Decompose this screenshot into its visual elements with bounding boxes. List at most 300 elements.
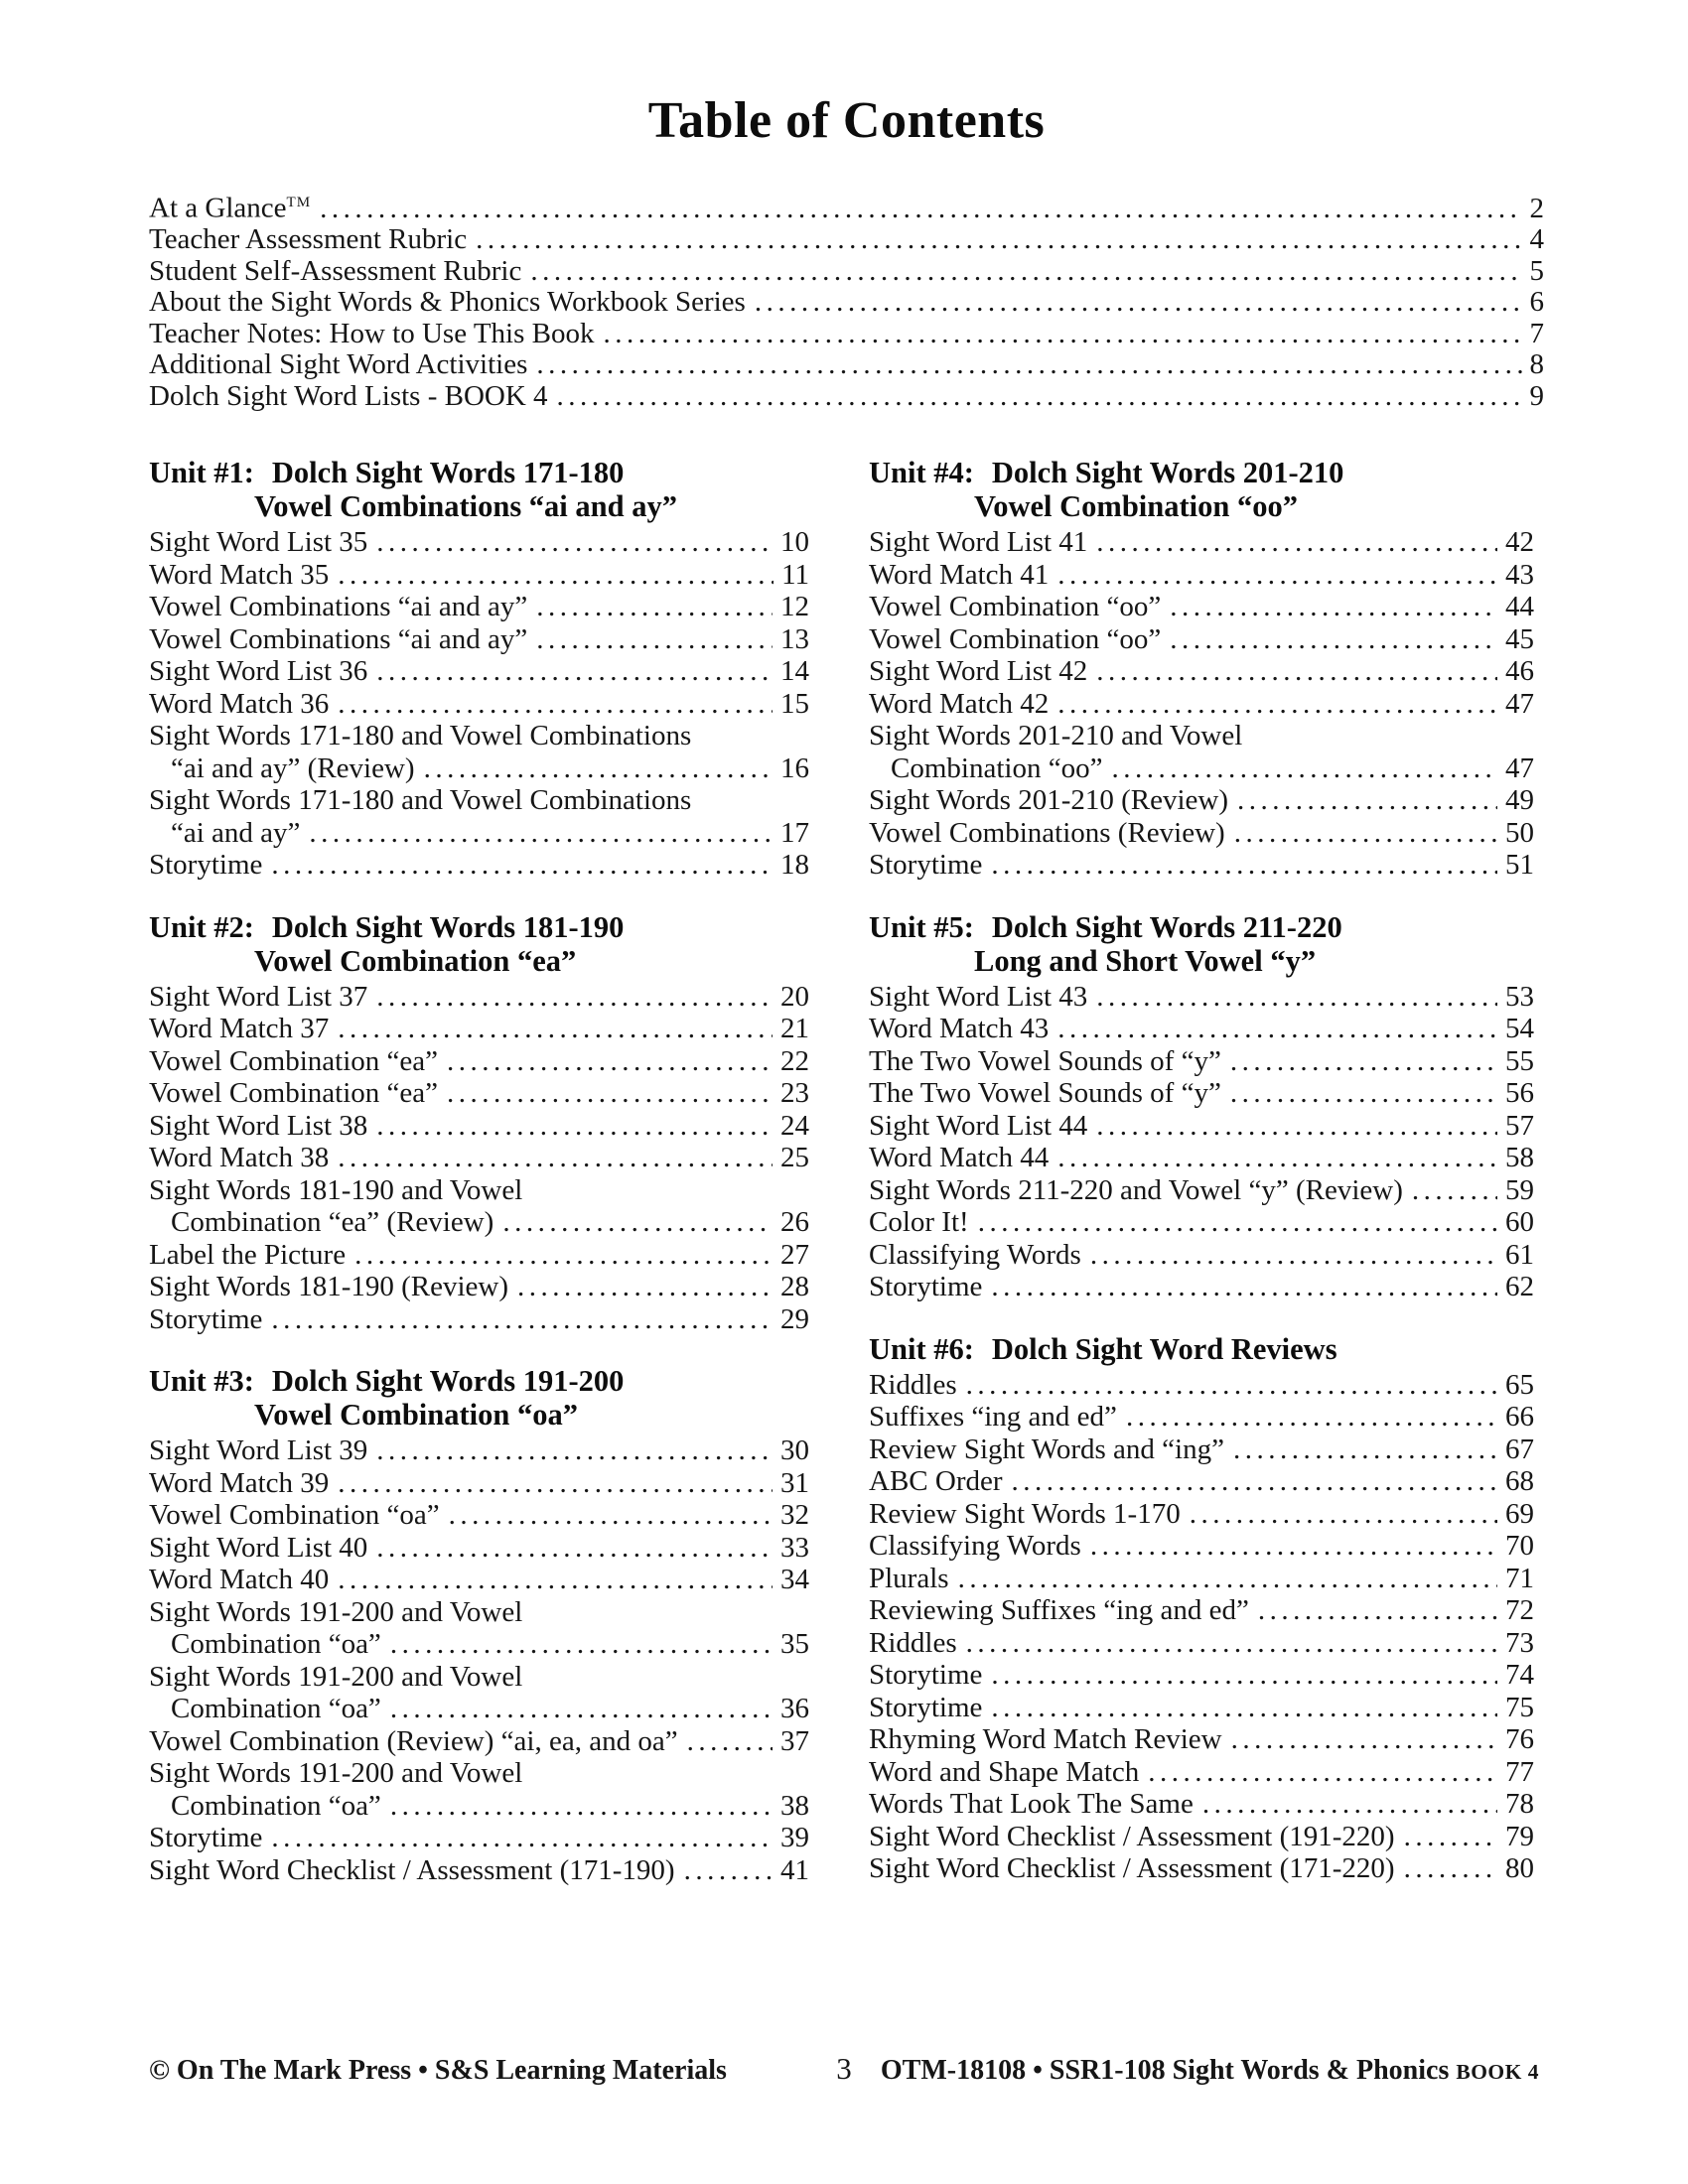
- entry-label: Word Match 36: [149, 687, 330, 720]
- unit-heading: [869, 456, 1534, 523]
- entry-label: [149, 381, 548, 413]
- entry-page-number: 21: [780, 1013, 809, 1045]
- entry-page-number: 72: [1505, 1594, 1534, 1627]
- entry-label-text: Dolch Sight Word Lists - BOOK 4: [149, 379, 548, 412]
- toc-entry-line: [869, 1401, 1534, 1433]
- entry-page-number: 28: [780, 1271, 809, 1303]
- entry-page-number: 56: [1505, 1077, 1534, 1110]
- entry-label: Word Match 41: [869, 558, 1050, 591]
- unit-heading-line1: [149, 1364, 809, 1398]
- unit-title: Dolch Sight Words 201-210: [991, 456, 1344, 490]
- toc-entry: [149, 849, 809, 882]
- toc-entry-line: [869, 1659, 1534, 1692]
- entry-page-number: 68: [1505, 1465, 1534, 1498]
- dot-leader: [1057, 1142, 1497, 1174]
- entry-label: Sight Word List 37: [149, 980, 368, 1013]
- dot-leader: [1230, 1077, 1497, 1110]
- entry-label: [149, 349, 527, 381]
- entry-label: Vowel Combination “oo”: [869, 622, 1162, 655]
- toc-entry: [149, 720, 809, 784]
- toc-entry-line: [869, 1465, 1534, 1498]
- dot-leader: [309, 817, 773, 850]
- toc-entry-line: [149, 381, 1544, 413]
- entry-label: Word Match 37: [149, 1013, 330, 1045]
- entry-label-text: Teacher Assessment Rubric: [149, 223, 468, 256]
- entry-label: Storytime: [149, 1822, 263, 1854]
- toc-entry: [869, 1723, 1534, 1756]
- entry-page-number: 53: [1505, 980, 1534, 1013]
- entry-page-number: 24: [780, 1109, 809, 1142]
- toc-entry-line: [149, 688, 809, 721]
- toc-entry: [869, 1852, 1534, 1885]
- toc-entry-line: [869, 1013, 1534, 1045]
- toc-entry: [869, 655, 1534, 688]
- entry-label: [149, 188, 311, 224]
- unit-title: Dolch Sight Word Reviews: [991, 1331, 1337, 1366]
- dot-leader: [1111, 752, 1497, 785]
- dot-leader: [390, 1628, 773, 1661]
- toc-entry: [869, 1594, 1534, 1627]
- entry-label: Review Sight Words 1-170: [869, 1497, 1181, 1530]
- toc-entry: [149, 1013, 809, 1045]
- dot-leader: [966, 1369, 1497, 1402]
- toc-entry: [149, 1499, 809, 1532]
- toc-entry-line: [149, 981, 809, 1014]
- entry-page-number: 43: [1505, 558, 1534, 591]
- entry-page-number: 41: [780, 1853, 809, 1886]
- entry-page-number: 6: [1529, 286, 1544, 319]
- product-code-text: OTM-18108 • SSR1-108 Sight Words & Phonics: [880, 2055, 1450, 2086]
- entry-label: The Two Vowel Sounds of “y”: [869, 1044, 1221, 1077]
- toc-entry-line: [149, 1467, 809, 1500]
- entry-page-number: 5: [1529, 254, 1544, 287]
- toc-entry: [869, 623, 1534, 656]
- entry-label: Word Match 39: [149, 1466, 330, 1499]
- entry-page-number: 67: [1505, 1433, 1534, 1465]
- dot-leader: [687, 1725, 773, 1758]
- entry-label: Classifying Words: [869, 1530, 1081, 1563]
- toc-entry-line: [149, 655, 809, 688]
- entry-label-continued: Combination “oa”: [171, 1693, 381, 1725]
- toc-entry-line: [869, 1110, 1534, 1143]
- entry-page-number: 70: [1505, 1530, 1534, 1563]
- dot-leader: [354, 1239, 773, 1272]
- toc-entry-line: [869, 655, 1534, 688]
- toc-entry-line: [869, 1174, 1534, 1207]
- toc-entry-line: [869, 591, 1534, 623]
- unit-heading-line1: [869, 1332, 1534, 1366]
- toc-entry-line: [149, 224, 1544, 256]
- entry-label: Rhyming Word Match Review: [869, 1723, 1222, 1756]
- dot-leader: [603, 319, 1521, 350]
- entry-label: Sight Words 191-200 and Vowel: [149, 1757, 523, 1790]
- toc-entry-line: [149, 1434, 809, 1467]
- dot-leader: [1234, 817, 1497, 850]
- entry-label: Storytime: [869, 1691, 983, 1723]
- toc-columns: [149, 456, 1544, 1886]
- entry-page-number: 25: [780, 1142, 809, 1174]
- entry-label: Sight Words 191-200 and Vowel: [149, 1660, 523, 1693]
- toc-entry: [869, 784, 1534, 817]
- dot-leader: [517, 1271, 773, 1303]
- dot-leader: [991, 1692, 1497, 1724]
- toc-entry: [149, 1725, 809, 1758]
- entry-label-text: About the Sight Words & Phonics Workbook Series: [149, 286, 746, 319]
- dot-leader: [338, 1467, 773, 1500]
- entry-page-number: 76: [1505, 1723, 1534, 1756]
- entry-page-number: 37: [780, 1724, 809, 1757]
- entry-label: Sight Words 201-210 (Review): [869, 784, 1229, 817]
- entry-label: Word Match 40: [149, 1564, 330, 1596]
- dot-leader: [958, 1563, 1497, 1595]
- dot-leader: [536, 591, 773, 623]
- entry-label: Word Match 44: [869, 1142, 1050, 1174]
- entry-label: Sight Words 211-220 and Vowel “y” (Review): [869, 1173, 1403, 1206]
- toc-entry: [869, 1756, 1534, 1789]
- toc-entry: [869, 1142, 1534, 1174]
- dot-leader: [447, 1077, 773, 1110]
- dot-leader: [424, 752, 773, 785]
- toc-entry: [149, 1757, 809, 1822]
- entry-page-number: 78: [1505, 1788, 1534, 1821]
- entry-page-number: 44: [1505, 591, 1534, 623]
- toc-entry-line: [149, 1045, 809, 1078]
- unit-heading-line1: [149, 456, 809, 489]
- entry-page-number: 46: [1505, 655, 1534, 688]
- toc-entry-line: [149, 559, 809, 592]
- entry-page-number: 32: [780, 1499, 809, 1532]
- toc-entry: [869, 1563, 1534, 1595]
- entry-page-number: 47: [1505, 687, 1534, 720]
- toc-entry-line: [149, 526, 809, 559]
- page-number: 3: [836, 2051, 852, 2086]
- toc-entry: [149, 1661, 809, 1725]
- toc-entry-line: [149, 1822, 809, 1854]
- entry-page-number: 61: [1505, 1238, 1534, 1271]
- toc-entry-line: [869, 526, 1534, 559]
- toc-entry-line: [869, 849, 1534, 882]
- toc-entry: [149, 1174, 809, 1239]
- entry-page-number: 36: [780, 1693, 809, 1725]
- unit-number: Unit #5:: [869, 909, 974, 944]
- entry-label: Storytime: [869, 1271, 983, 1303]
- toc-entry: [149, 1532, 809, 1565]
- entry-page-number: 29: [780, 1302, 809, 1335]
- dot-leader: [1230, 1045, 1497, 1078]
- toc-entry: [149, 1467, 809, 1500]
- toc-entry-line: [149, 1142, 809, 1174]
- entry-label: Sight Word List 38: [149, 1109, 368, 1142]
- toc-entry-line: [869, 1271, 1534, 1303]
- entry-page-number: 12: [780, 591, 809, 623]
- toc-entry-line: [869, 1530, 1534, 1563]
- toc-entry: [869, 1498, 1534, 1531]
- page-footer: [149, 2047, 1539, 2087]
- toc-entry-line: [149, 623, 809, 656]
- toc-entry-line: [149, 1693, 809, 1725]
- entry-page-number: 34: [780, 1564, 809, 1596]
- entry-label-continued: Combination “ea” (Review): [171, 1206, 494, 1239]
- entry-label: Vowel Combination “oa”: [149, 1499, 440, 1532]
- toc-entry: [869, 1627, 1534, 1660]
- entry-label: ABC Order: [869, 1465, 1003, 1498]
- dot-leader: [1233, 1433, 1497, 1466]
- toc-entry: [869, 591, 1534, 623]
- entry-page-number: 62: [1505, 1271, 1534, 1303]
- dot-leader: [1096, 981, 1497, 1014]
- entry-label: Riddles: [869, 1368, 957, 1401]
- toc-entry-line: [869, 559, 1534, 592]
- unit-title: Dolch Sight Words 211-220: [991, 909, 1342, 944]
- toc-entry: [869, 526, 1534, 559]
- unit-heading-line1: [869, 910, 1534, 944]
- entry-page-number: 51: [1505, 849, 1534, 882]
- entry-page-number: 18: [780, 849, 809, 882]
- toc-entry-line: [149, 752, 809, 785]
- dot-leader: [1126, 1401, 1497, 1433]
- entry-label-text: Additional Sight Word Activities: [149, 348, 528, 381]
- entry-label: Words That Look The Same: [869, 1788, 1194, 1821]
- dot-leader: [991, 1659, 1497, 1692]
- toc-entry-line: [869, 1821, 1534, 1853]
- entry-label: Vowel Combination (Review) “ai, ea, and oa”: [149, 1724, 678, 1757]
- entry-page-number: 50: [1505, 816, 1534, 849]
- entry-label-continued: Combination “oa”: [171, 1789, 381, 1822]
- toc-entry: [869, 688, 1534, 721]
- dot-leader: [271, 1822, 773, 1854]
- entry-page-number: 17: [780, 816, 809, 849]
- toc-entry-line: [869, 1852, 1534, 1885]
- entry-label: Sight Word List 43: [869, 980, 1088, 1013]
- toc-entry: [869, 720, 1534, 784]
- entry-label: Sight Words 201-210 and Vowel: [869, 720, 1243, 752]
- toc-column-right: [869, 456, 1534, 1886]
- entry-label: Reviewing Suffixes “ing and ed”: [869, 1594, 1249, 1627]
- entry-page-number: 57: [1505, 1109, 1534, 1142]
- unit-heading: [149, 456, 809, 523]
- toc-entry: [869, 817, 1534, 850]
- unit-section: [869, 910, 1534, 1303]
- entry-label: Vowel Combinations (Review): [869, 816, 1225, 849]
- entry-page-number: 13: [780, 622, 809, 655]
- toc-entry-line: [149, 319, 1544, 350]
- toc-entry: [869, 1530, 1534, 1563]
- entry-page-number: 69: [1505, 1497, 1534, 1530]
- entry-label-text: Teacher Notes: How to Use This Book: [149, 317, 595, 349]
- toc-entry: [869, 1174, 1534, 1207]
- toc-entry: [869, 1692, 1534, 1724]
- dot-leader: [1090, 1530, 1497, 1563]
- copyright-text: © On The Mark Press • S&S Learning Materials: [149, 2055, 727, 2086]
- toc-entry: [149, 1596, 809, 1661]
- unit-number: Unit #6:: [869, 1331, 974, 1366]
- toc-entry: [149, 1077, 809, 1110]
- book-label: BOOK 4: [1456, 2060, 1539, 2084]
- toc-entry: [149, 981, 809, 1014]
- entry-label: Sight Word List 39: [149, 1434, 368, 1467]
- toc-entry-line: [149, 591, 809, 623]
- toc-entry-line: [869, 1077, 1534, 1110]
- toc-entry: [869, 1045, 1534, 1078]
- toc-entry: [149, 1142, 809, 1174]
- toc-entry-line: [149, 1854, 809, 1887]
- toc-entry-line: [869, 1433, 1534, 1466]
- toc-entry-line: [869, 784, 1534, 817]
- entry-page-number: 77: [1505, 1755, 1534, 1788]
- entry-page-number: 58: [1505, 1142, 1534, 1174]
- dot-leader: [1202, 1788, 1497, 1821]
- entry-page-number: 23: [780, 1077, 809, 1110]
- dot-leader: [376, 1434, 773, 1467]
- unit-title: Dolch Sight Words 181-190: [271, 909, 625, 944]
- dot-leader: [536, 349, 1521, 381]
- entry-page-number: 65: [1505, 1368, 1534, 1401]
- dot-leader: [447, 1045, 773, 1078]
- entry-page-number: 8: [1529, 348, 1544, 381]
- entry-label: Riddles: [869, 1626, 957, 1659]
- toc-entry: [869, 1659, 1534, 1692]
- toc-entry-line: [869, 1498, 1534, 1531]
- entry-label: Sight Word List 40: [149, 1531, 368, 1564]
- entry-page-number: 71: [1505, 1562, 1534, 1594]
- dot-leader: [476, 224, 1521, 256]
- dot-leader: [966, 1627, 1497, 1660]
- toc-entry-line: [869, 817, 1534, 850]
- toc-entry-line: [149, 1564, 809, 1596]
- entry-page-number: 11: [781, 558, 809, 591]
- dot-leader: [1412, 1174, 1497, 1207]
- toc-entry: [869, 559, 1534, 592]
- dot-leader: [1096, 526, 1497, 559]
- entry-page-number: 2: [1529, 192, 1544, 224]
- entry-label: Sight Word List 35: [149, 526, 368, 559]
- entry-label: Sight Word List 41: [869, 526, 1088, 559]
- dot-leader: [449, 1499, 773, 1532]
- toc-entry-line: [149, 849, 809, 882]
- toc-entry-line: [149, 1206, 809, 1239]
- entry-page-number: 7: [1529, 317, 1544, 349]
- entry-label: Storytime: [869, 1659, 983, 1692]
- unit-subtitle: Vowel Combination “oa”: [254, 1398, 578, 1433]
- dot-leader: [557, 381, 1522, 413]
- unit-title: Dolch Sight Words 171-180: [271, 456, 625, 490]
- page-title: Table of Contents: [647, 92, 1046, 149]
- entry-page-number: 47: [1505, 751, 1534, 784]
- toc-entry-line: [149, 1110, 809, 1143]
- toc-entry-line: [869, 1142, 1534, 1174]
- entry-label-continued: “ai and ay”: [171, 816, 301, 849]
- entry-label: Sight Words 181-190 (Review): [149, 1271, 509, 1303]
- entry-page-number: 4: [1529, 223, 1544, 256]
- dot-leader: [1057, 1013, 1497, 1045]
- dot-leader: [530, 256, 1521, 288]
- entry-page-number: 31: [780, 1466, 809, 1499]
- toc-entry-line: [149, 1271, 809, 1303]
- entry-label: Vowel Combination “ea”: [149, 1044, 439, 1077]
- entry-label: Vowel Combinations “ai and ay”: [149, 591, 528, 623]
- toc-entry: [869, 1401, 1534, 1433]
- unit-subtitle: Vowel Combinations “ai and ay”: [254, 489, 677, 524]
- toc-entry-line: [869, 1756, 1534, 1789]
- entry-page-number: 66: [1505, 1401, 1534, 1433]
- toc-entry: [149, 655, 809, 688]
- trademark-superscript: TM: [286, 195, 312, 210]
- toc-entry-line: [149, 817, 809, 850]
- toc-entry: [149, 784, 809, 849]
- toc-entry: [869, 1110, 1534, 1143]
- toc-entry-line: [869, 1723, 1534, 1756]
- entry-label: Vowel Combination “oo”: [869, 591, 1162, 623]
- toc-entry: [149, 1110, 809, 1143]
- dot-leader: [376, 981, 773, 1014]
- toc-entry-line: [869, 1594, 1534, 1627]
- entry-label: Sight Words 191-200 and Vowel: [149, 1595, 523, 1628]
- dot-leader: [755, 287, 1522, 319]
- unit-number: Unit #4:: [869, 456, 974, 490]
- entry-page-number: 74: [1505, 1659, 1534, 1692]
- dot-leader: [1096, 655, 1497, 688]
- entry-label: Word and Shape Match: [869, 1755, 1140, 1788]
- entry-page-number: 38: [780, 1789, 809, 1822]
- entry-page-number: 15: [780, 687, 809, 720]
- entry-label: Sight Word Checklist / Assessment (171-190): [149, 1853, 675, 1886]
- entry-label: Sight Word Checklist / Assessment (191-220): [869, 1820, 1395, 1852]
- toc-entry: [149, 1822, 809, 1854]
- unit-section: [149, 456, 809, 882]
- toc-entry: [149, 1303, 809, 1336]
- toc-entry-line: [149, 1725, 809, 1758]
- toc-entry-line: [149, 1499, 809, 1532]
- entry-label-text: At a Glance: [149, 192, 287, 224]
- entry-page-number: 14: [780, 655, 809, 688]
- toc-entry: [869, 1821, 1534, 1853]
- toc-entry-line: [149, 1077, 809, 1110]
- toc-entry-line: [149, 188, 1544, 224]
- entry-label: [149, 224, 467, 256]
- dot-leader: [320, 194, 1521, 225]
- toc-entry-line: [149, 1532, 809, 1565]
- dot-leader: [1148, 1756, 1497, 1789]
- dot-leader: [390, 1693, 773, 1725]
- toc-entry-line: [149, 1628, 809, 1661]
- entry-label: Sight Words 171-180 and Vowel Combinations: [149, 784, 692, 817]
- toc-entry: [869, 1465, 1534, 1498]
- unit-number: Unit #2:: [149, 909, 254, 944]
- entry-page-number: 22: [780, 1044, 809, 1077]
- dot-leader: [338, 1564, 773, 1596]
- dot-leader: [1404, 1852, 1497, 1885]
- entry-page-number: 54: [1505, 1013, 1534, 1045]
- entry-label: Sight Words 171-180 and Vowel Combinations: [149, 720, 692, 752]
- unit-section: [149, 910, 809, 1336]
- toc-entry: [869, 1239, 1534, 1272]
- entry-label: Storytime: [149, 1302, 263, 1335]
- dot-leader: [1231, 1723, 1497, 1756]
- unit-heading: [869, 1332, 1534, 1366]
- toc-entry: [869, 1013, 1534, 1045]
- dot-leader: [338, 559, 774, 592]
- toc-entry-line: [869, 1369, 1534, 1402]
- entry-page-number: 73: [1505, 1626, 1534, 1659]
- toc-entry: [149, 526, 809, 559]
- unit-title: Dolch Sight Words 191-200: [271, 1364, 625, 1399]
- unit-heading-line1: [869, 456, 1534, 489]
- product-code: [881, 2055, 1539, 2087]
- unit-subtitle: Long and Short Vowel “y”: [974, 943, 1317, 978]
- toc-entry: [149, 1854, 809, 1887]
- toc-entry: [869, 1206, 1534, 1239]
- toc-entry: [149, 688, 809, 721]
